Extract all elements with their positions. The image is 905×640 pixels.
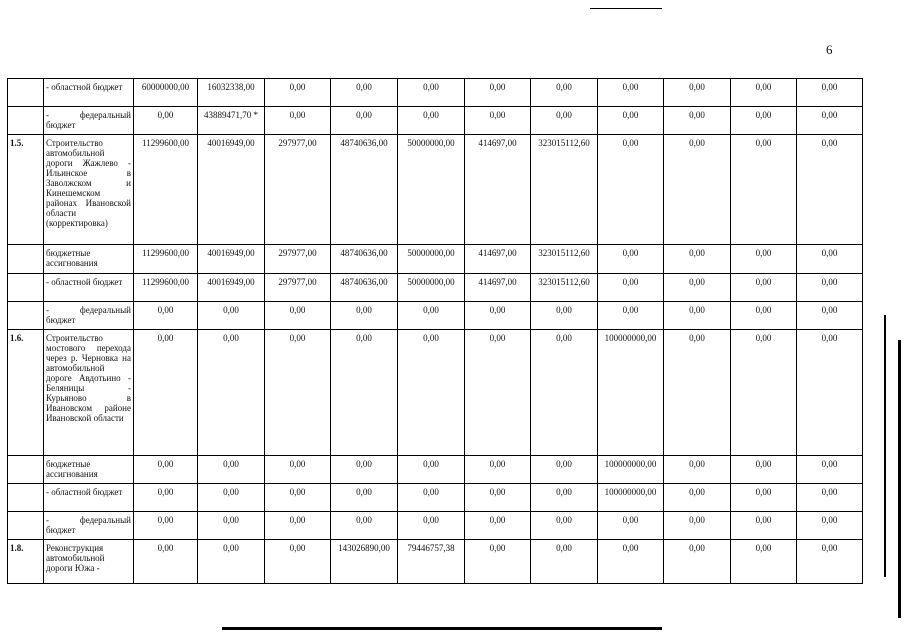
value-cell: 48740636,00 [331, 245, 398, 274]
value-cell: 11299600,00 [134, 274, 198, 302]
table-row [8, 79, 863, 107]
value-cell: 0,00 [465, 456, 531, 484]
value-cell: 0,00 [398, 107, 465, 135]
row-index-cell [8, 245, 44, 274]
value-cell: 0,00 [531, 330, 598, 456]
row-name-cell: - федеральный бюджет [44, 302, 134, 330]
value-cell: 0,00 [598, 540, 664, 584]
value-cell: 11299600,00 [134, 245, 198, 274]
value-cell: 0,00 [265, 330, 331, 456]
value-cell: 0,00 [398, 302, 465, 330]
value-cell: 0,00 [664, 274, 731, 302]
value-cell: 0,00 [664, 330, 731, 456]
value-cell: 0,00 [465, 79, 531, 107]
value-cell: 0,00 [134, 456, 198, 484]
value-cell: 323015112,60 [531, 245, 598, 274]
value-cell: 0,00 [531, 540, 598, 584]
value-cell: 0,00 [331, 330, 398, 456]
value-cell: 0,00 [664, 484, 731, 512]
value-cell: 0,00 [398, 484, 465, 512]
value-cell: 60000000,00 [134, 79, 198, 107]
page-number: 6 [826, 42, 833, 57]
value-cell: 0,00 [331, 512, 398, 540]
value-cell: 0,00 [598, 245, 664, 274]
value-cell: 0,00 [797, 330, 863, 456]
value-cell: 0,00 [531, 79, 598, 107]
value-cell: 0,00 [531, 302, 598, 330]
value-cell: 0,00 [664, 512, 731, 540]
value-cell: 0,00 [531, 484, 598, 512]
value-cell: 0,00 [134, 302, 198, 330]
value-cell: 0,00 [465, 540, 531, 584]
row-index-cell: 1.6. [8, 330, 44, 456]
value-cell: 414697,00 [465, 274, 531, 302]
row-index-cell [8, 79, 44, 107]
value-cell: 0,00 [398, 79, 465, 107]
value-cell: 0,00 [598, 79, 664, 107]
value-cell: 0,00 [465, 484, 531, 512]
row-name-cell: - федеральный бюджет [44, 107, 134, 135]
value-cell: 0,00 [797, 512, 863, 540]
table-row [8, 456, 863, 484]
value-cell: 323015112,60 [531, 135, 598, 245]
value-cell: 0,00 [198, 512, 265, 540]
value-cell: 0,00 [598, 274, 664, 302]
value-cell: 0,00 [598, 107, 664, 135]
table-row [8, 107, 863, 135]
row-index-cell [8, 302, 44, 330]
value-cell: 0,00 [731, 135, 797, 245]
value-cell: 0,00 [531, 107, 598, 135]
value-cell: 0,00 [797, 456, 863, 484]
value-cell: 0,00 [797, 79, 863, 107]
value-cell: 0,00 [134, 330, 198, 456]
value-cell: 0,00 [331, 456, 398, 484]
value-cell: 414697,00 [465, 245, 531, 274]
value-cell: 0,00 [134, 484, 198, 512]
value-cell: 0,00 [797, 107, 863, 135]
row-index-cell: 1.8. [8, 540, 44, 584]
value-cell: 0,00 [664, 245, 731, 274]
value-cell: 0,00 [198, 330, 265, 456]
value-cell: 0,00 [731, 484, 797, 512]
value-cell: 0,00 [797, 484, 863, 512]
value-cell: 0,00 [465, 512, 531, 540]
value-cell: 40016949,00 [198, 245, 265, 274]
row-name-cell: - федеральный бюджет [44, 512, 134, 540]
value-cell: 48740636,00 [331, 135, 398, 245]
value-cell: 40016949,00 [198, 135, 265, 245]
row-index-cell [8, 107, 44, 135]
value-cell: 0,00 [134, 107, 198, 135]
row-index-cell [8, 512, 44, 540]
value-cell: 50000000,00 [398, 274, 465, 302]
value-cell: 0,00 [531, 512, 598, 540]
value-cell: 100000000,00 [598, 330, 664, 456]
value-cell: 43889471,70 * [198, 107, 265, 135]
value-cell: 0,00 [598, 302, 664, 330]
value-cell: 0,00 [198, 484, 265, 512]
table-row [8, 484, 863, 512]
row-name-cell: - областной бюджет [44, 79, 134, 107]
value-cell: 0,00 [134, 540, 198, 584]
value-cell: 16032338,00 [198, 79, 265, 107]
table-row [8, 330, 863, 456]
value-cell: 48740636,00 [331, 274, 398, 302]
value-cell: 0,00 [198, 302, 265, 330]
value-cell: 0,00 [465, 107, 531, 135]
scan-line-right-short [884, 315, 886, 577]
value-cell: 0,00 [265, 484, 331, 512]
value-cell: 0,00 [731, 540, 797, 584]
value-cell: 297977,00 [265, 135, 331, 245]
value-cell: 79446757,38 [398, 540, 465, 584]
value-cell: 100000000,00 [598, 456, 664, 484]
value-cell: 0,00 [331, 107, 398, 135]
value-cell: 0,00 [731, 245, 797, 274]
row-name-cell: - областной бюджет [44, 484, 134, 512]
value-cell: 50000000,00 [398, 135, 465, 245]
value-cell: 0,00 [265, 302, 331, 330]
value-cell: 0,00 [398, 330, 465, 456]
row-index-cell [8, 274, 44, 302]
value-cell: 0,00 [198, 540, 265, 584]
row-index-cell: 1.5. [8, 135, 44, 245]
value-cell: 0,00 [797, 540, 863, 584]
value-cell: 0,00 [731, 512, 797, 540]
value-cell: 297977,00 [265, 245, 331, 274]
table-row [8, 135, 863, 245]
value-cell: 0,00 [331, 484, 398, 512]
value-cell: 0,00 [198, 456, 265, 484]
value-cell: 0,00 [797, 274, 863, 302]
value-cell: 0,00 [265, 512, 331, 540]
value-cell: 297977,00 [265, 274, 331, 302]
row-index-cell [8, 456, 44, 484]
scan-line-top [590, 8, 662, 9]
value-cell: 0,00 [398, 456, 465, 484]
budget-table [7, 78, 863, 584]
table-row [8, 512, 863, 540]
value-cell: 0,00 [797, 245, 863, 274]
value-cell: 0,00 [398, 512, 465, 540]
value-cell: 0,00 [664, 107, 731, 135]
value-cell: 0,00 [664, 79, 731, 107]
value-cell: 0,00 [265, 107, 331, 135]
value-cell: 0,00 [664, 540, 731, 584]
value-cell: 0,00 [731, 107, 797, 135]
value-cell: 0,00 [531, 456, 598, 484]
value-cell: 0,00 [797, 302, 863, 330]
value-cell: 0,00 [731, 456, 797, 484]
value-cell: 0,00 [664, 135, 731, 245]
value-cell: 0,00 [731, 302, 797, 330]
scan-line-right-long [898, 340, 901, 618]
value-cell: 0,00 [664, 456, 731, 484]
row-name-cell: бюджетные ассигнования [44, 456, 134, 484]
value-cell: 323015112,60 [531, 274, 598, 302]
table-row [8, 274, 863, 302]
value-cell: 0,00 [598, 512, 664, 540]
value-cell: 0,00 [265, 79, 331, 107]
value-cell: 143026890,00 [331, 540, 398, 584]
value-cell: 0,00 [265, 456, 331, 484]
value-cell: 0,00 [664, 302, 731, 330]
value-cell: 0,00 [731, 274, 797, 302]
value-cell: 0,00 [134, 512, 198, 540]
value-cell: 0,00 [598, 135, 664, 245]
value-cell: 0,00 [331, 79, 398, 107]
value-cell: 0,00 [465, 330, 531, 456]
value-cell: 50000000,00 [398, 245, 465, 274]
row-name-cell: Реконструкция автомобильной дороги Южа - [44, 540, 134, 584]
row-name-cell: бюджетные ассигнования [44, 245, 134, 274]
value-cell: 100000000,00 [598, 484, 664, 512]
table-row [8, 245, 863, 274]
table-row [8, 302, 863, 330]
value-cell: 0,00 [465, 302, 531, 330]
scan-line-bottom [222, 627, 662, 630]
row-name-cell: Строительство автомобильной дороги Жажлево - Ильинское в Заволжском и Кинешемском районах Ивановской области (корректировка) [44, 135, 134, 245]
row-index-cell [8, 484, 44, 512]
value-cell: 11299600,00 [134, 135, 198, 245]
value-cell: 414697,00 [465, 135, 531, 245]
value-cell: 0,00 [731, 330, 797, 456]
row-name-cell: - областной бюджет [44, 274, 134, 302]
row-name-cell: Строительство мостового перехода через р. Черновка на автомобильной дороге Авдотьино - Беляницы - Курьяново в Ивановском районе Ивановской области [44, 330, 134, 456]
budget-table-body [8, 79, 863, 584]
value-cell: 0,00 [797, 135, 863, 245]
value-cell: 0,00 [731, 79, 797, 107]
value-cell: 0,00 [331, 302, 398, 330]
table-row [8, 540, 863, 584]
value-cell: 40016949,00 [198, 274, 265, 302]
value-cell: 0,00 [265, 540, 331, 584]
